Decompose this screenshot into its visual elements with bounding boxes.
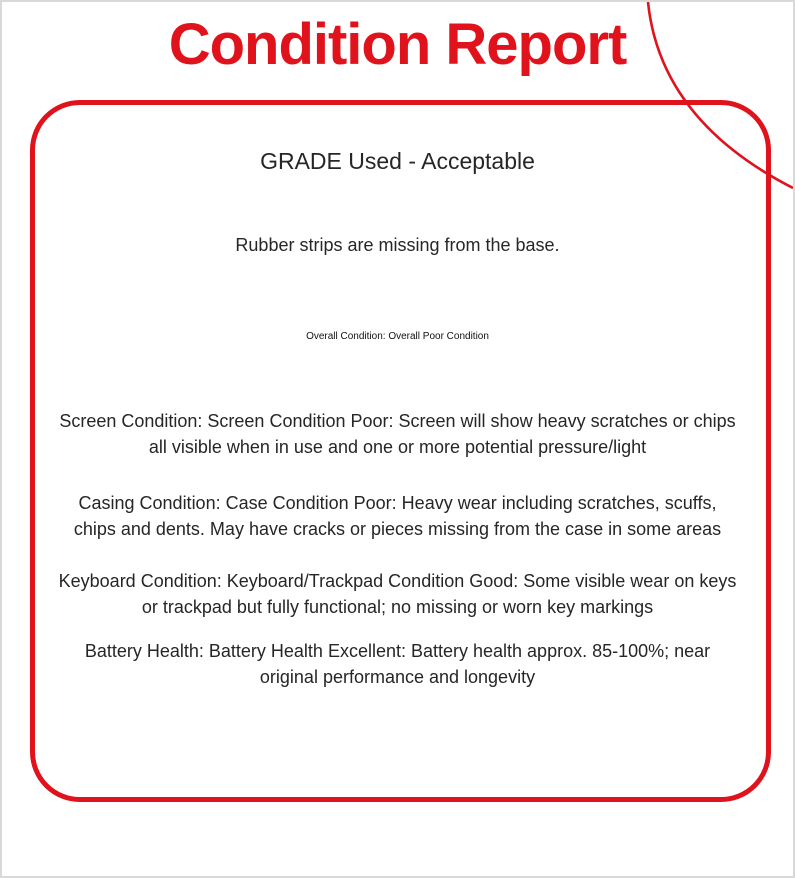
grade-heading: GRADE Used - Acceptable xyxy=(260,148,535,174)
condition-note: Rubber strips are missing from the base. xyxy=(235,235,560,255)
keyboard-condition-text: Keyboard Condition: Keyboard/Trackpad Condition Good: Some visible wear on keys or trackpad but fully functional; no missing or worn key markings xyxy=(58,571,737,617)
casing-condition-text: Casing Condition: Case Condition Poor: Heavy wear including scratches, scuffs, chips and dents. May have cracks or pieces missing from the case in some areas xyxy=(73,493,722,539)
battery-health-text: Battery Health: Battery Health Excellent: Battery health approx. 85-100%; near original performance and longevity xyxy=(84,641,711,687)
page-title: Condition Report xyxy=(168,12,627,77)
overall-condition-text: Overall Condition: Overall Poor Condition xyxy=(306,331,489,342)
screen-condition-text: Screen Condition: Screen Condition Poor: Screen will show heavy scratches or chips all visible when in use and one or more potential pressure/light xyxy=(59,411,736,457)
